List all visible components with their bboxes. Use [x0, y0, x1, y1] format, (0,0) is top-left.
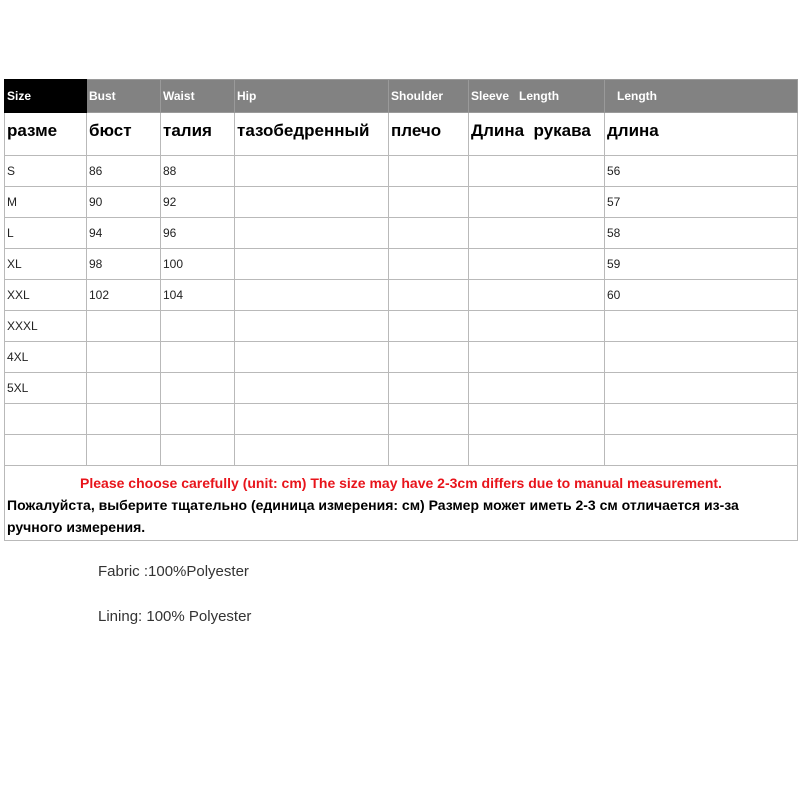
cell-waist: 100 [161, 249, 235, 280]
table-row [5, 187, 798, 218]
header-sleeve-length: Sleeve Length [469, 80, 605, 113]
header-ru-size: разме [5, 113, 87, 156]
cell-sleeve-length [469, 187, 605, 218]
cell-shoulder [389, 404, 469, 435]
table-row [5, 156, 798, 187]
cell-hip [235, 280, 389, 311]
table-row [5, 249, 798, 280]
note-row [5, 466, 798, 541]
cell-hip [235, 187, 389, 218]
cell-waist [161, 311, 235, 342]
cell-hip [235, 435, 389, 466]
table-row [5, 280, 798, 311]
cell-size: S [5, 156, 87, 187]
cell-waist: 96 [161, 218, 235, 249]
cell-waist [161, 435, 235, 466]
cell-length: 57 [605, 187, 798, 218]
table-row [5, 404, 798, 435]
cell-bust: 102 [87, 280, 161, 311]
table-row [5, 373, 798, 404]
cell-size: L [5, 218, 87, 249]
cell-shoulder [389, 435, 469, 466]
header-ru-hip: тазобедренный [235, 113, 389, 156]
cell-size [5, 435, 87, 466]
cell-bust [87, 435, 161, 466]
header-hip: Hip [235, 80, 389, 113]
header-waist: Waist [161, 80, 235, 113]
note-cell [5, 466, 798, 541]
cell-shoulder [389, 218, 469, 249]
cell-shoulder [389, 187, 469, 218]
cell-sleeve-length [469, 404, 605, 435]
cell-shoulder [389, 373, 469, 404]
lining-info: Lining: 100% Polyester [98, 608, 252, 625]
cell-size: 4XL [5, 342, 87, 373]
cell-hip [235, 218, 389, 249]
cell-hip [235, 373, 389, 404]
cell-sleeve-length [469, 342, 605, 373]
cell-bust: 94 [87, 218, 161, 249]
cell-sleeve-length [469, 435, 605, 466]
cell-size: XL [5, 249, 87, 280]
cell-sleeve-length [469, 373, 605, 404]
cell-size: XXL [5, 280, 87, 311]
cell-bust [87, 404, 161, 435]
note-english: Please choose carefully (unit: cm) The size may have 2-3cm differs due to manual measurement. [80, 475, 722, 491]
cell-length: 59 [605, 249, 798, 280]
cell-length: 56 [605, 156, 798, 187]
cell-length: 58 [605, 218, 798, 249]
cell-sleeve-length [469, 249, 605, 280]
cell-waist: 104 [161, 280, 235, 311]
table-row [5, 435, 798, 466]
header-ru-bust: бюст [87, 113, 161, 156]
header-ru-waist: талия [161, 113, 235, 156]
table-row [5, 218, 798, 249]
header-length: Length [605, 80, 798, 113]
cell-bust: 86 [87, 156, 161, 187]
header-bust: Bust [87, 80, 161, 113]
table-row [5, 342, 798, 373]
fabric-info: Fabric :100%Polyester [98, 563, 249, 580]
cell-length [605, 435, 798, 466]
cell-hip [235, 404, 389, 435]
header-shoulder: Shoulder [389, 80, 469, 113]
header-ru-shoulder: плечо [389, 113, 469, 156]
header-ru-sleeve-length: Длина рукава [469, 113, 605, 156]
size-chart-table [4, 79, 798, 541]
cell-bust: 98 [87, 249, 161, 280]
cell-length [605, 311, 798, 342]
cell-waist: 88 [161, 156, 235, 187]
cell-size: XXXL [5, 311, 87, 342]
cell-length [605, 373, 798, 404]
cell-hip [235, 311, 389, 342]
cell-size [5, 404, 87, 435]
header-size: Size [5, 80, 87, 113]
cell-hip [235, 342, 389, 373]
cell-length: 60 [605, 280, 798, 311]
cell-waist [161, 342, 235, 373]
cell-sleeve-length [469, 156, 605, 187]
cell-hip [235, 249, 389, 280]
cell-length [605, 342, 798, 373]
cell-bust [87, 373, 161, 404]
note-russian: Пожалуйста, выберите тщательно (единица измерения: см) Размер может иметь 2-3 см отличается из-за ручного измерения. [7, 497, 739, 535]
cell-bust [87, 342, 161, 373]
cell-bust [87, 311, 161, 342]
cell-hip [235, 156, 389, 187]
cell-bust: 90 [87, 187, 161, 218]
header-ru-length: длина [605, 113, 798, 156]
cell-shoulder [389, 342, 469, 373]
cell-size: 5XL [5, 373, 87, 404]
cell-shoulder [389, 280, 469, 311]
header-row-en [5, 80, 798, 113]
cell-sleeve-length [469, 218, 605, 249]
cell-sleeve-length [469, 311, 605, 342]
cell-waist [161, 404, 235, 435]
cell-waist: 92 [161, 187, 235, 218]
cell-size: M [5, 187, 87, 218]
cell-shoulder [389, 249, 469, 280]
table-row [5, 311, 798, 342]
cell-sleeve-length [469, 280, 605, 311]
cell-shoulder [389, 156, 469, 187]
header-row-ru [5, 113, 798, 156]
cell-shoulder [389, 311, 469, 342]
cell-waist [161, 373, 235, 404]
cell-length [605, 404, 798, 435]
